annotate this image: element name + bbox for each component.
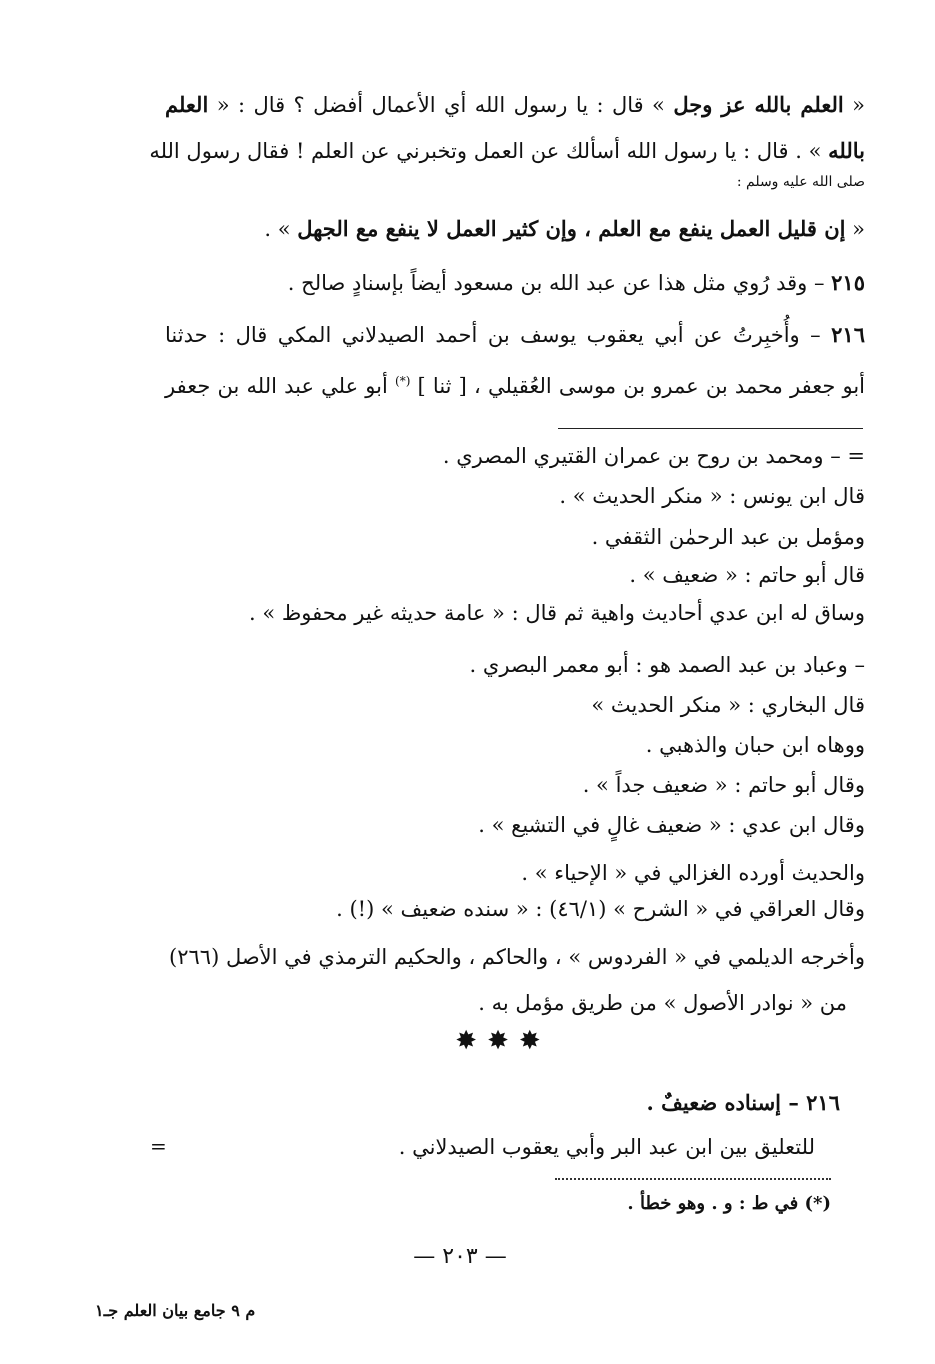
main-line-5 [165, 266, 865, 300]
text-run: من « نوادر الأصول » من طريق مؤمل به . [478, 991, 847, 1015]
text-run: – وعباد بن عبد الصمد هو : أبو معمر البصري . [469, 653, 865, 677]
footnote-rule [558, 428, 863, 429]
star-icon: ✸ [455, 1026, 478, 1056]
note-line-3 [165, 520, 865, 554]
bold-text-run: ٢١٥ [831, 270, 865, 295]
main-line-6 [165, 318, 865, 352]
text-run: قال أبو حاتم : « ضعيف » . [629, 563, 865, 587]
note-line-11 [165, 856, 865, 890]
note-line-14 [147, 986, 847, 1020]
text-run: للتعليق بين ابن عبد البر وأبي يعقوب الصيدلاني . [398, 1135, 815, 1159]
note-line-1 [165, 439, 865, 473]
text-run: « [843, 93, 865, 117]
page-number: — ٢٠٣ — [413, 1244, 507, 1269]
text-run: – وقد رُوي مثل هذا عن عبد الله بن مسعود أيضاً بإسنادٍ صالح . [287, 271, 832, 295]
signature-mark: م ٩ جامع بيان العلم جـ١ [95, 1301, 256, 1320]
text-run: » . قال : يا رسول الله أسألك عن العمل وتخبرني عن العلم ! فقال رسول الله [149, 139, 829, 163]
note-line-2 [165, 479, 865, 513]
bold-text-run: ٢١٦ – إسناده ضعيفٌ . [646, 1090, 840, 1115]
note-line-9 [165, 768, 865, 802]
bold-text-run: العلم بالله عز وجل [673, 92, 844, 117]
note-line-4 [165, 558, 865, 592]
text-run: ووهاه ابن حبان والذهبي . [645, 733, 865, 757]
text-run: وقال ابن عدي : « ضعيف غالٍ في التشيع » . [478, 813, 865, 837]
text-run: صلى الله عليه وسلم : [736, 174, 865, 190]
main-line-3 [165, 172, 865, 192]
text-run: أبو علي عبد الله بن جعفر [165, 374, 396, 398]
bold-text-run: العلم [165, 92, 209, 117]
text-run: ومؤمل بن عبد الرحمٰن الثقفي . [591, 525, 865, 549]
text-run: وأخرجه الديلمي في « الفردوس » ، والحاكم ، والحكيم الترمذي في الأصل (٢٦٦) [169, 945, 865, 969]
text-run: – وأُخبِرتُ عن أبي يعقوب يوسف بن أحمد الصيدلاني المكي قال : حدثنا [165, 323, 832, 347]
section-separator [438, 1026, 558, 1056]
main-line-4 [165, 212, 865, 246]
footnote: (*) في ط : و . وهو خطأ . [627, 1193, 831, 1214]
text-run: = – ومحمد بن روح بن عمران القتيري المصري . [442, 444, 865, 468]
continuation-mark: = [150, 1134, 167, 1158]
text-run: (*) [395, 374, 411, 388]
text-run: وقال العراقي في « الشرح » (٤٦/١) : « سنده ضعيف » (!) . [336, 897, 865, 921]
note-line-13 [135, 940, 865, 974]
bold-text-run: إن قليل العمل ينفع مع العلم ، وإن كثير العمل لا ينفع مع الجهل [297, 216, 846, 241]
commentary-line [115, 1130, 815, 1164]
note-line-6 [165, 648, 865, 682]
text-run: وساق له ابن عدي أحاديث واهية ثم قال : « عامة حديثه غير محفوظ » . [249, 601, 865, 625]
star-icon: ✸ [487, 1026, 509, 1056]
bold-text-run: بالله [828, 138, 865, 163]
text-run: قال البخاري : « منكر الحديث » [591, 693, 865, 717]
text-run: « [845, 217, 865, 241]
note-line-8 [165, 728, 865, 762]
text-run: » . [264, 217, 298, 241]
text-run: » قال : يا رسول الله أي الأعمال أفضل ؟ قال : « [208, 93, 674, 117]
text-run: وقال أبو حاتم : « ضعيف جداً » . [582, 773, 865, 797]
note-line-12 [165, 892, 865, 926]
main-line-2 [149, 134, 865, 168]
note-line-5 [165, 596, 865, 630]
commentary-heading [140, 1086, 840, 1120]
note-line-7 [165, 688, 865, 722]
star-icon: ✸ [518, 1026, 541, 1056]
text-run: قال ابن يونس : « منكر الحديث » . [559, 484, 865, 508]
bold-text-run: ٢١٦ [831, 322, 865, 347]
main-line-7 [165, 364, 865, 403]
note-line-10 [165, 808, 865, 842]
footnote-dotted-rule [555, 1178, 831, 1180]
text-run: والحديث أورده الغزالي في « الإحياء » . [521, 861, 865, 885]
main-line-1 [165, 88, 865, 122]
text-run: أبو جعفر محمد بن عمرو بن موسى العُقيلي ، [ ثنا ] [410, 374, 865, 398]
